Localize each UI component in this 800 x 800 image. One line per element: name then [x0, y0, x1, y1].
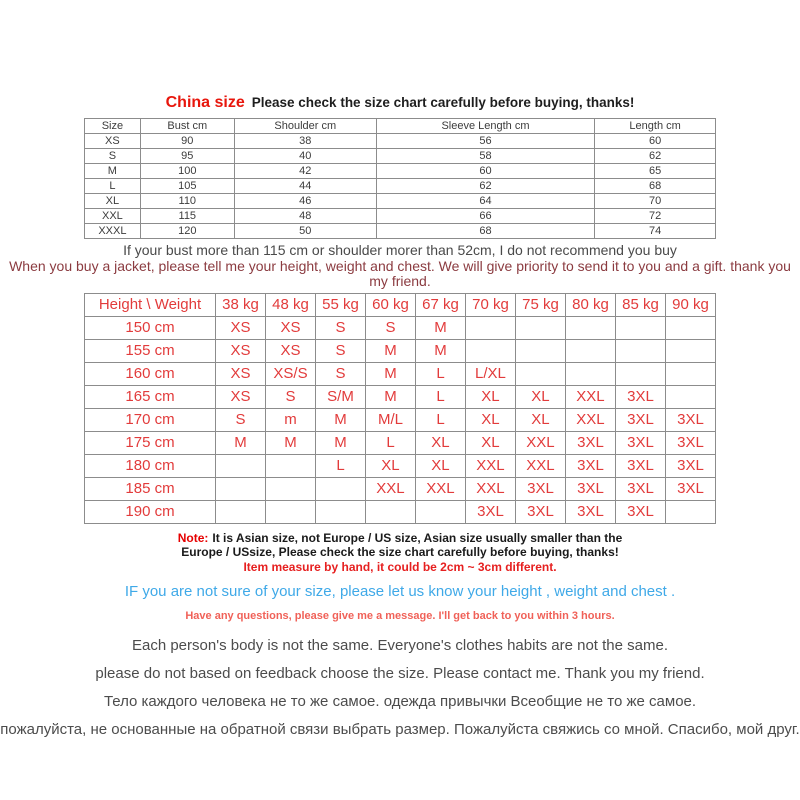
table-cell: M — [315, 408, 365, 431]
table-cell — [315, 477, 365, 500]
column-header: Size — [85, 119, 141, 134]
table-cell — [515, 362, 565, 385]
table-row — [85, 224, 716, 239]
table-cell — [615, 362, 665, 385]
column-header: 75 kg — [515, 293, 565, 316]
column-header: Shoulder cm — [234, 119, 376, 134]
table-cell: S — [365, 316, 415, 339]
table-cell: 90 — [140, 134, 234, 149]
table-cell — [465, 339, 515, 362]
table-cell — [515, 316, 565, 339]
note-block — [0, 531, 800, 575]
table-cell: 3XL — [665, 431, 715, 454]
table-cell: 68 — [595, 179, 716, 194]
table-cell — [315, 500, 365, 523]
table-cell: 170 cm — [85, 408, 216, 431]
table-cell — [665, 316, 715, 339]
table-cell: XS — [265, 316, 315, 339]
table-cell: 3XL — [615, 477, 665, 500]
table-cell: XS — [215, 385, 265, 408]
note-label: Note: — [177, 530, 209, 545]
table-cell: 3XL — [665, 454, 715, 477]
table-cell: 190 cm — [85, 500, 216, 523]
table-row — [85, 362, 716, 385]
table-cell: S — [315, 339, 365, 362]
table-cell: XS — [215, 362, 265, 385]
table-cell: S — [215, 408, 265, 431]
table-cell: L — [415, 408, 465, 431]
footer-ru-line-2: пожалуйста, не основанные на обратной связи выбрать размер. Пожалуйста свяжись со мной. Спасибо, мой друг. — [0, 721, 800, 738]
column-header: 38 kg — [215, 293, 265, 316]
size-help-text: IF you are not sure of your size, please let us know your height , weight and chest . — [124, 583, 676, 600]
table-cell: XXL — [515, 454, 565, 477]
table-cell: 110 — [140, 194, 234, 209]
footer-paragraphs — [0, 637, 800, 739]
table-header-row — [85, 293, 716, 316]
table-cell: XL — [515, 385, 565, 408]
table-cell — [665, 385, 715, 408]
table-cell: 165 cm — [85, 385, 216, 408]
table-cell: XL — [465, 408, 515, 431]
table-cell — [665, 500, 715, 523]
table-cell: L/XL — [465, 362, 515, 385]
table-row — [85, 134, 716, 149]
table-cell — [415, 500, 465, 523]
measure-note-text: Item measure by hand, it could be 2cm ~ 3cm different. — [243, 559, 557, 574]
table-cell — [465, 316, 515, 339]
table-cell: 3XL — [465, 500, 515, 523]
table-row — [85, 454, 716, 477]
table-cell: XS — [265, 339, 315, 362]
table-cell: XXL — [515, 431, 565, 454]
table-cell: 160 cm — [85, 362, 216, 385]
table-header-row — [85, 119, 716, 134]
column-header: 85 kg — [615, 293, 665, 316]
table-cell: 58 — [376, 149, 594, 164]
table-cell: 50 — [234, 224, 376, 239]
column-header: 90 kg — [665, 293, 715, 316]
table-cell: XL — [365, 454, 415, 477]
buy-notice — [6, 243, 794, 290]
table-cell: L — [85, 179, 141, 194]
table-cell: 68 — [376, 224, 594, 239]
size-measurement-table — [84, 118, 716, 239]
table-cell: 3XL — [665, 408, 715, 431]
table-row — [85, 500, 716, 523]
table-row — [85, 164, 716, 179]
asian-size-text: It is Asian size, not Europe / US size, Asian size usually smaller than the — [212, 530, 623, 545]
table-cell — [215, 500, 265, 523]
table-cell: 72 — [595, 209, 716, 224]
table-cell: 42 — [234, 164, 376, 179]
table-cell — [565, 362, 615, 385]
table-cell — [215, 477, 265, 500]
table-cell — [365, 500, 415, 523]
table-cell: M — [365, 339, 415, 362]
column-header: 67 kg — [415, 293, 465, 316]
table-cell: S/M — [315, 385, 365, 408]
table-cell: M — [415, 339, 465, 362]
table-cell: 70 — [595, 194, 716, 209]
table-cell: 180 cm — [85, 454, 216, 477]
table-cell: 44 — [234, 179, 376, 194]
table-cell: M — [365, 362, 415, 385]
note-line-2: Europe / USsize, Please check the size chart carefully before buying, thanks! — [181, 545, 619, 559]
table-cell: 105 — [140, 179, 234, 194]
table-cell: XS — [215, 339, 265, 362]
table-cell — [265, 454, 315, 477]
table-cell: M — [415, 316, 465, 339]
table-row — [85, 477, 716, 500]
table-cell: S — [265, 385, 315, 408]
table-cell: XL — [515, 408, 565, 431]
table-cell — [265, 500, 315, 523]
china-size-label: China size — [165, 94, 245, 111]
column-header: 55 kg — [315, 293, 365, 316]
column-header: Sleeve Length cm — [376, 119, 594, 134]
column-header: Bust cm — [140, 119, 234, 134]
table-cell: XXL — [365, 477, 415, 500]
table-cell: 66 — [376, 209, 594, 224]
table-cell — [565, 316, 615, 339]
table-cell — [565, 339, 615, 362]
table-cell: 46 — [234, 194, 376, 209]
table-cell: M — [215, 431, 265, 454]
table-cell: 65 — [595, 164, 716, 179]
table-row — [85, 194, 716, 209]
table-cell: XL — [465, 385, 515, 408]
table-cell: 155 cm — [85, 339, 216, 362]
table-row — [85, 339, 716, 362]
table-cell: 3XL — [565, 431, 615, 454]
table-cell: 100 — [140, 164, 234, 179]
bust-warning-text: If your bust more than 115 cm or shoulder morer than 52cm, I do not recommend you buy — [123, 242, 677, 258]
footer-en-line-1: Each person's body is not the same. Everyone's clothes habits are not the same. — [131, 637, 669, 654]
table-cell: 3XL — [665, 477, 715, 500]
table-cell: XXL — [415, 477, 465, 500]
table-cell: M — [365, 385, 415, 408]
column-header: 48 kg — [265, 293, 315, 316]
table-cell: 64 — [376, 194, 594, 209]
table-cell: S — [315, 316, 365, 339]
table-cell — [615, 316, 665, 339]
table-cell: XL — [85, 194, 141, 209]
note-line-1 — [0, 531, 800, 546]
table-cell: XL — [415, 454, 465, 477]
table-cell: XXL — [465, 477, 515, 500]
table-cell: 175 cm — [85, 431, 216, 454]
table-cell: 115 — [140, 209, 234, 224]
jacket-notice-text: When you buy a jacket, please tell me your height, weight and chest. We will give priority to send it to you and a gift. thank you my friend. — [9, 257, 791, 289]
table-cell: M — [265, 431, 315, 454]
table-cell: S — [315, 362, 365, 385]
table-cell: S — [85, 149, 141, 164]
table-cell: L — [415, 385, 465, 408]
table-cell: 3XL — [615, 454, 665, 477]
table-cell: 3XL — [515, 477, 565, 500]
table-row — [85, 431, 716, 454]
column-header: 60 kg — [365, 293, 415, 316]
table-cell: 56 — [376, 134, 594, 149]
table-cell: 3XL — [565, 477, 615, 500]
table-cell: 74 — [595, 224, 716, 239]
table-cell: 3XL — [565, 454, 615, 477]
table-cell: XS/S — [265, 362, 315, 385]
table-cell: 3XL — [565, 500, 615, 523]
title-text: Please check the size chart carefully before buying, thanks! — [251, 95, 635, 110]
height-weight-table — [84, 293, 716, 524]
table-cell: 40 — [234, 149, 376, 164]
table-cell — [665, 362, 715, 385]
table-cell: 60 — [595, 134, 716, 149]
table-cell: XL — [415, 431, 465, 454]
table-row — [85, 149, 716, 164]
table-cell: 95 — [140, 149, 234, 164]
column-header: 80 kg — [565, 293, 615, 316]
table-cell: L — [365, 431, 415, 454]
questions-text: Have any questions, please give me a message. I'll get back to you within 3 hours. — [185, 610, 615, 622]
table-cell: XXL — [565, 385, 615, 408]
table-cell: 60 — [376, 164, 594, 179]
table-cell — [615, 339, 665, 362]
page-title — [0, 94, 800, 114]
column-header: Length cm — [595, 119, 716, 134]
footer-ru-line-1: Тело каждого человека не то же самое. одежда привычки Всеобщие не то же самое. — [103, 693, 697, 710]
table-row — [85, 408, 716, 431]
column-header: 70 kg — [465, 293, 515, 316]
table-cell: 150 cm — [85, 316, 216, 339]
table-cell: 3XL — [615, 408, 665, 431]
table-cell: 62 — [595, 149, 716, 164]
table-cell: XXL — [565, 408, 615, 431]
table-cell: M — [315, 431, 365, 454]
table-cell — [665, 339, 715, 362]
table-cell — [515, 339, 565, 362]
table-cell: XS — [215, 316, 265, 339]
table-cell: m — [265, 408, 315, 431]
table-cell: XL — [465, 431, 515, 454]
table-cell: 3XL — [615, 500, 665, 523]
table-cell — [215, 454, 265, 477]
table-cell — [265, 477, 315, 500]
table-cell: M — [85, 164, 141, 179]
table-cell: XXXL — [85, 224, 141, 239]
table-cell: 3XL — [615, 431, 665, 454]
table-row — [85, 385, 716, 408]
table-row — [85, 316, 716, 339]
table-cell: 3XL — [515, 500, 565, 523]
table-cell: XXL — [465, 454, 515, 477]
table-cell: 120 — [140, 224, 234, 239]
table-row — [85, 179, 716, 194]
column-header: Height \ Weight — [85, 293, 216, 316]
table-cell: 62 — [376, 179, 594, 194]
table-cell: 38 — [234, 134, 376, 149]
table-cell: M/L — [365, 408, 415, 431]
table-cell: XXL — [85, 209, 141, 224]
table-cell: L — [315, 454, 365, 477]
table-cell: XS — [85, 134, 141, 149]
table-cell: L — [415, 362, 465, 385]
table-row — [85, 209, 716, 224]
table-cell: 185 cm — [85, 477, 216, 500]
footer-en-line-2: please do not based on feedback choose the size. Please contact me. Thank you my friend. — [95, 665, 705, 682]
table-cell: 48 — [234, 209, 376, 224]
table-cell: 3XL — [615, 385, 665, 408]
